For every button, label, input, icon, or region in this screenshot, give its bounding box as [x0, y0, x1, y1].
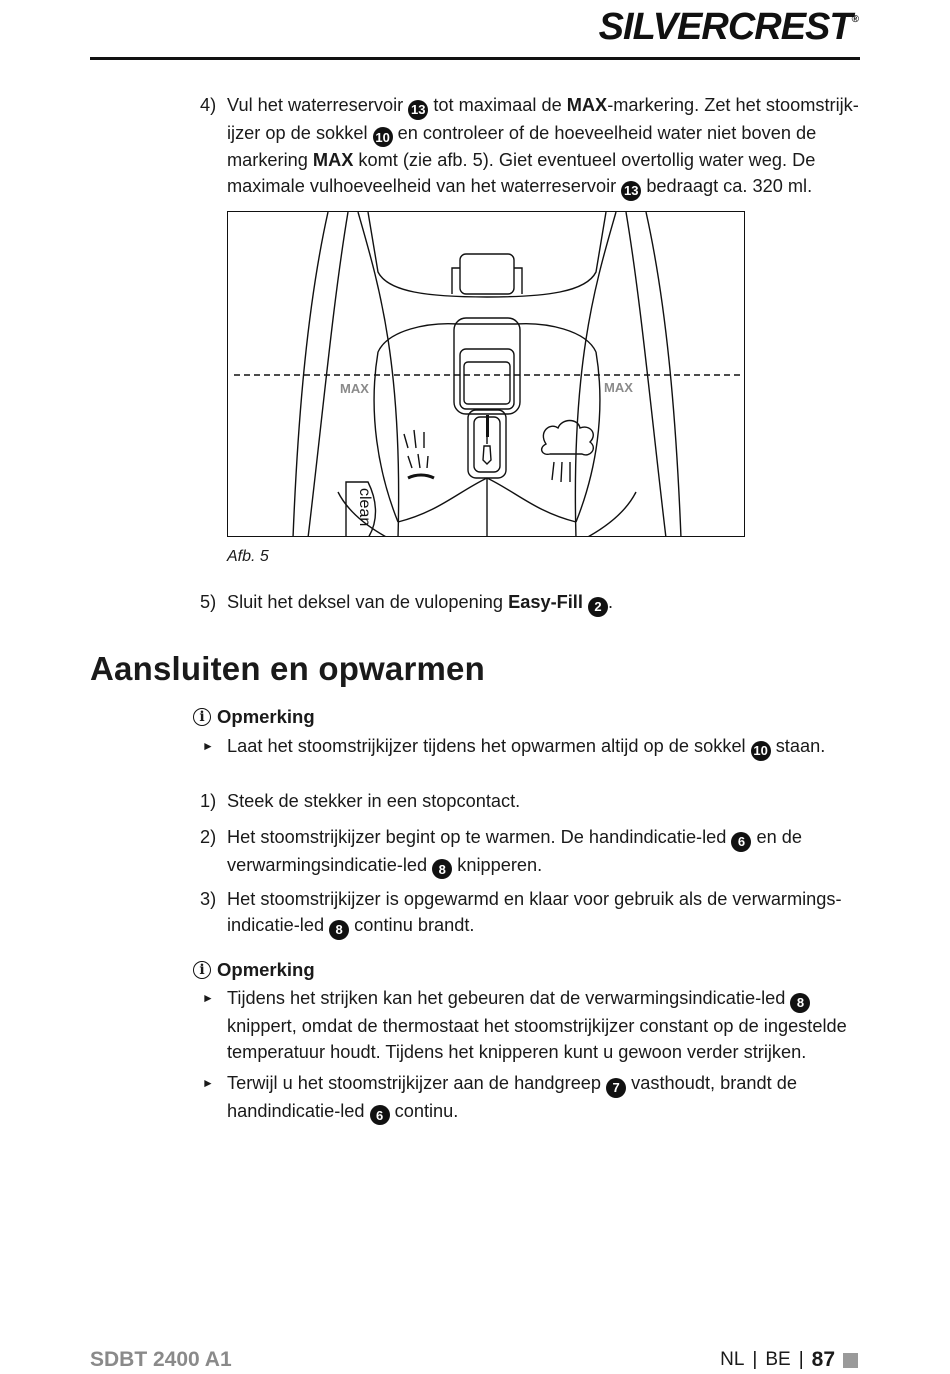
step-2: 2) Het stoomstrijkijzer begint op te warmen. De handindicatie-led 6 en de verwarmingsindicatie-led 8 knipperen.: [200, 824, 860, 879]
arrow-bullet-icon: ►: [202, 739, 214, 753]
iron-illustration: [228, 212, 745, 537]
step-number: 4): [200, 95, 217, 115]
step-number: 1): [200, 791, 217, 811]
ref-badge: 2: [588, 597, 608, 617]
brand-logo: SILVERCREST®: [598, 6, 858, 48]
step-3: 3) Het stoomstrijkijzer is opgewarmd en klaar voor gebruik als de verwarmings- indicatie-led 8 continu brandt.: [200, 886, 860, 940]
figure-iron-illustration: [227, 211, 745, 537]
info-icon: i: [193, 708, 211, 726]
step-4: 4) Vul het waterreservoir 13 tot maximaal de MAX-markering. Zet het stoomstrijk- ijzer op de sokkel 10 en controleer of de hoeveelheid water niet boven de markering MAX komt (zie afb. 5). Giet eventueel overtollig water weg. De maximale vulhoeveelheid van het waterreservoir 13 bedraagt ca. 320 ml.: [200, 92, 860, 201]
max-label-right: MAX: [604, 380, 633, 395]
step-number: 5): [200, 592, 217, 612]
ref-badge: 6: [731, 832, 751, 852]
info-icon: i: [193, 961, 211, 979]
footer-page-info: NL | BE | 87: [720, 1348, 858, 1372]
arrow-bullet-icon: ►: [202, 991, 214, 1005]
ref-badge: 8: [790, 993, 810, 1013]
step-1: 1) Steek de stekker in een stopcontact.: [200, 788, 860, 814]
note-bullet: ► Terwijl u het stoomstrijkijzer aan de handgreep 7 vasthoudt, brandt de handindicatie-led 6 continu.: [200, 1070, 860, 1125]
ref-badge: 13: [408, 100, 428, 120]
arrow-bullet-icon: ►: [202, 1076, 214, 1090]
ref-badge: 8: [432, 859, 452, 879]
footer-lang-be: BE: [765, 1349, 791, 1370]
ref-badge: 13: [621, 181, 641, 201]
section-title: Aansluiten en opwarmen: [90, 650, 485, 687]
step-number: 3): [200, 889, 217, 909]
ref-badge: 6: [370, 1105, 390, 1125]
footer-lang-nl: NL: [720, 1349, 745, 1370]
header-rule: [90, 57, 860, 60]
ref-badge: 7: [606, 1078, 626, 1098]
note-bullet: ► Laat het stoomstrijkijzer tijdens het opwarmen altijd op de sokkel 10 staan.: [200, 733, 860, 761]
page-number: 87: [811, 1348, 835, 1371]
note-bullet: ► Tijdens het strijken kan het gebeuren dat de verwarmingsindicatie-led 8 knippert, omdat de thermostaat het stoomstrijkijzer constant op de ingestelde temperatuur houdt. Tijdens het knipperen kunt u gewoon verder strijken.: [200, 985, 860, 1065]
ref-badge: 8: [329, 920, 349, 940]
max-label-left: MAX: [340, 381, 369, 396]
footer-model: SDBT 2400 A1: [90, 1348, 232, 1371]
step-5: 5) Sluit het deksel van de vulopening Easy-Fill 2 .: [200, 589, 860, 617]
ref-badge: 10: [373, 127, 393, 147]
figure-caption: Afb. 5: [227, 548, 269, 565]
note-heading: i Opmerking: [193, 706, 315, 728]
step-number: 2): [200, 827, 217, 847]
ref-badge: 10: [751, 741, 771, 761]
clean-label: clean: [356, 488, 373, 527]
page-marker-square: [843, 1353, 858, 1368]
note-heading: i Opmerking: [193, 959, 315, 981]
